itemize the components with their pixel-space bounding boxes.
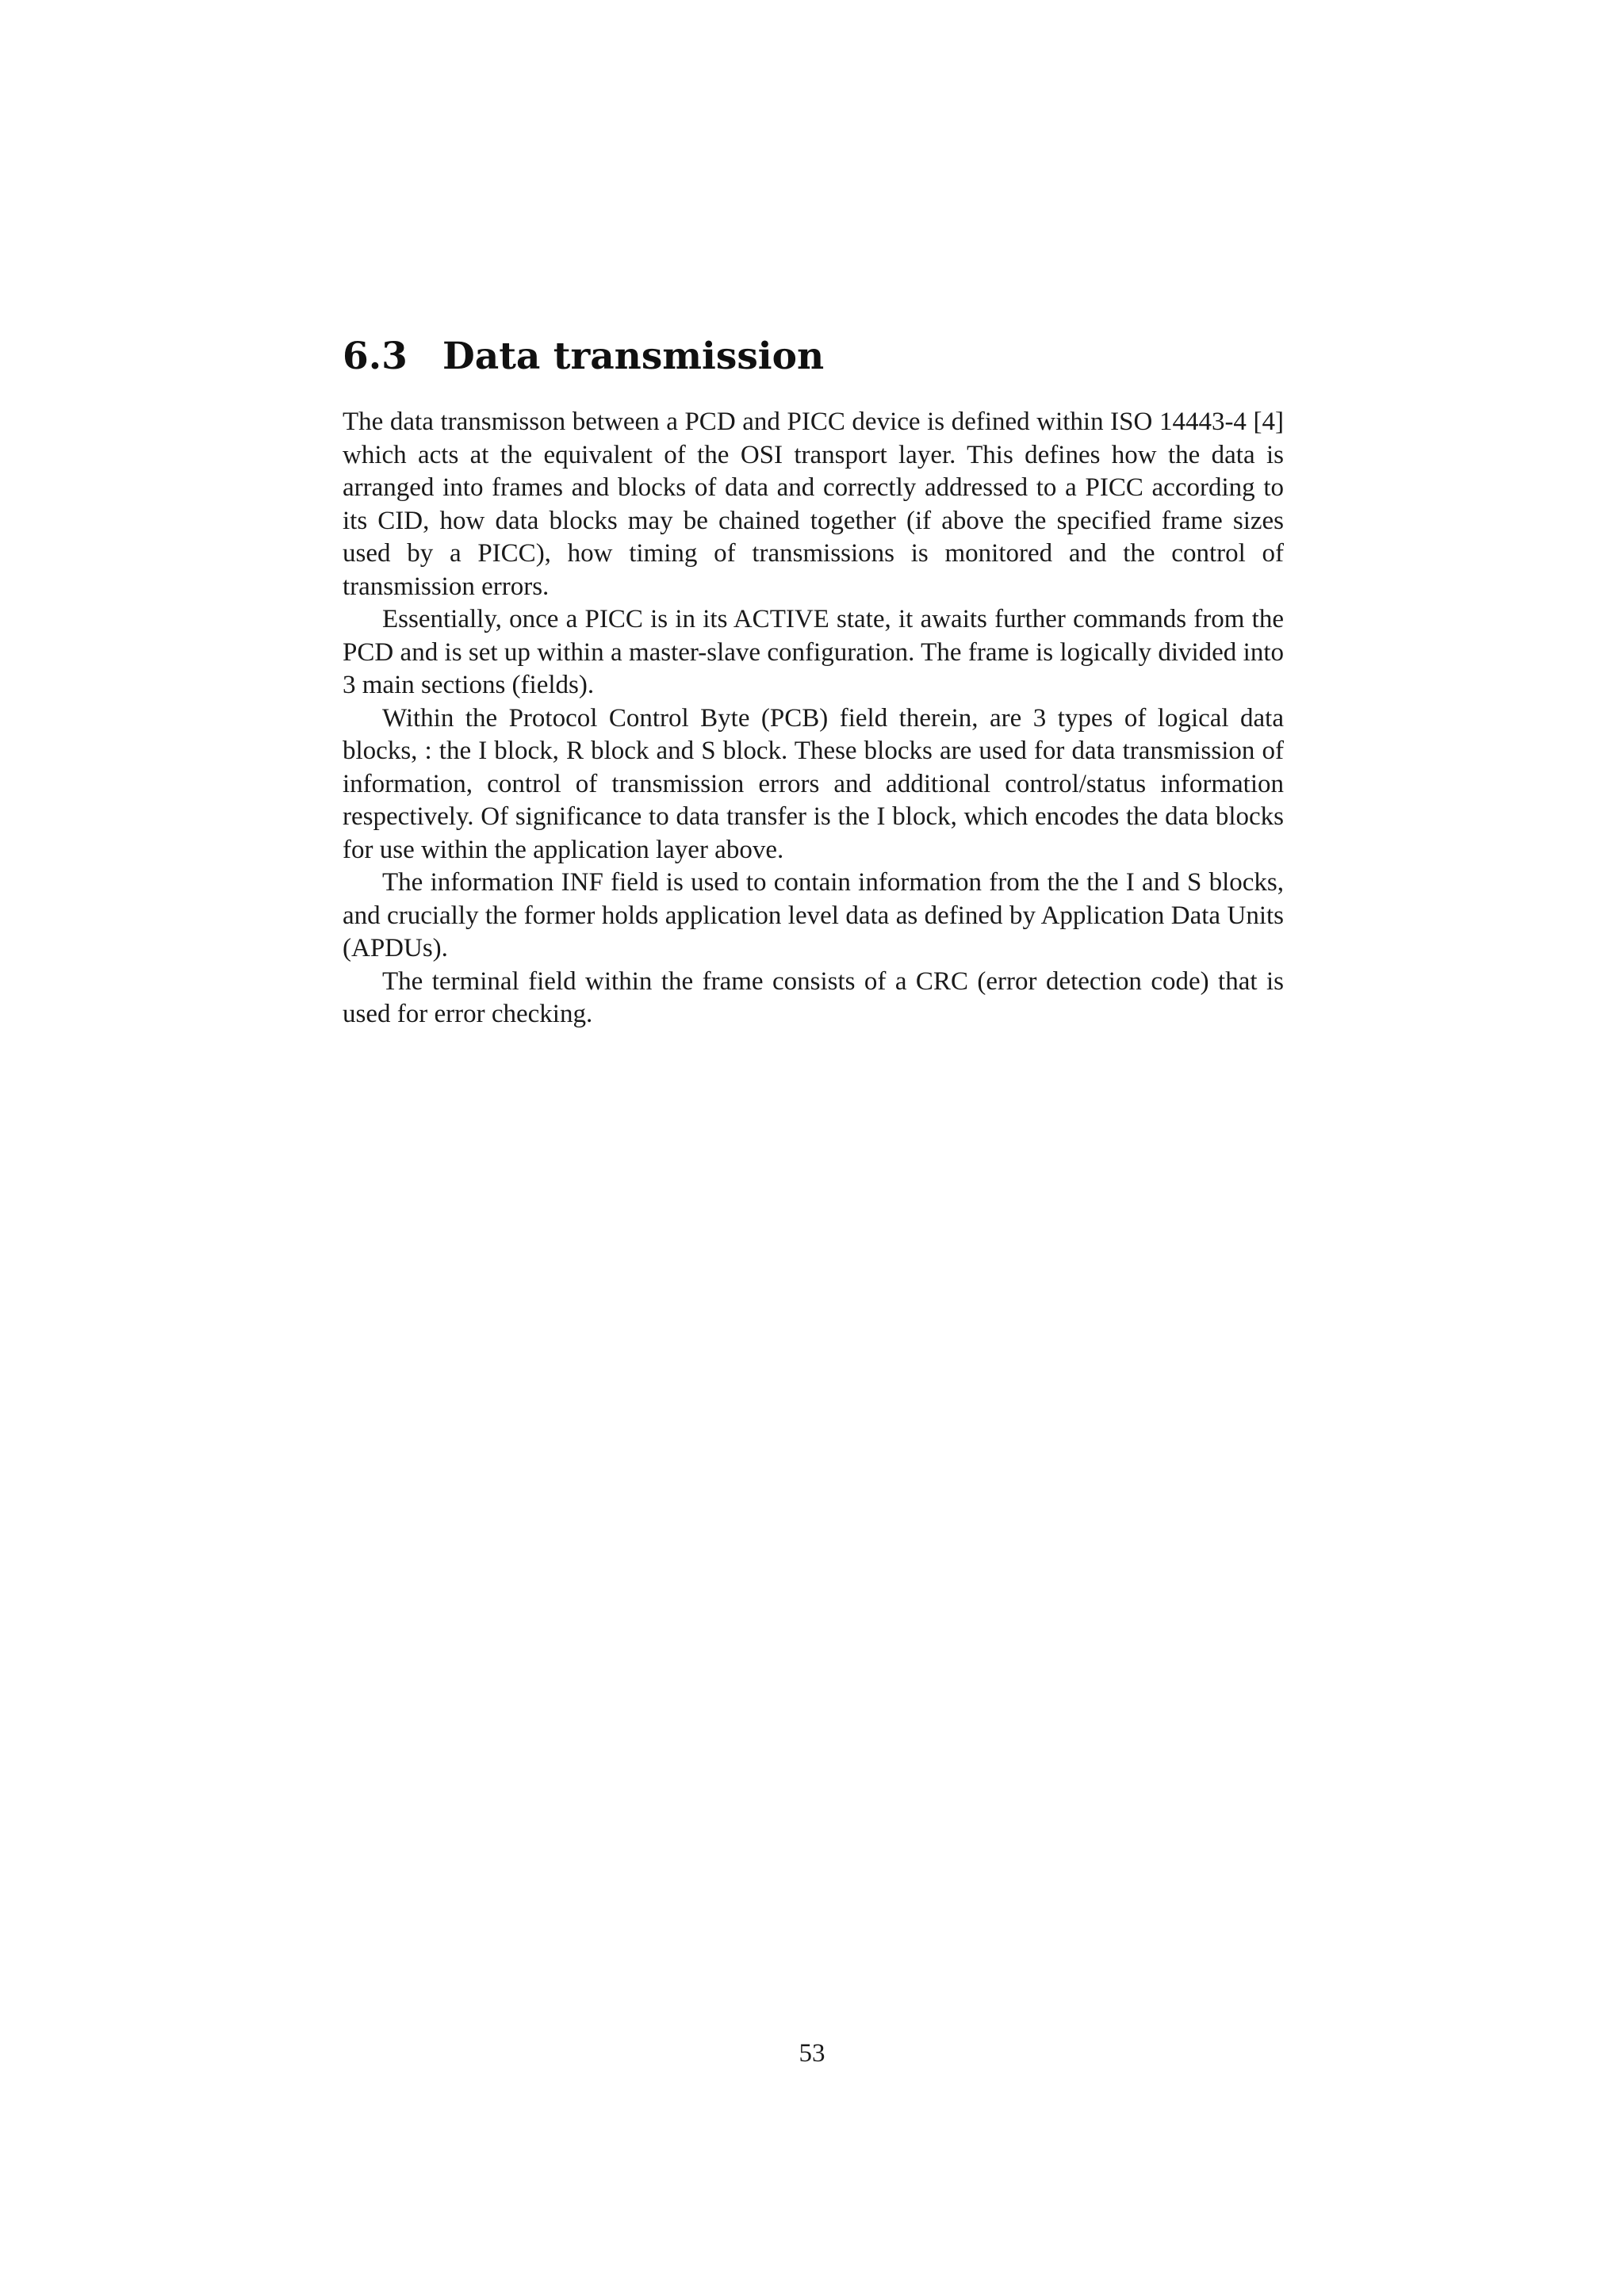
paragraph-intro: The data transmisson between a PCD and PICC device is defined within ISO 14443-4 [4] which acts at the equivalent of the OSI transport layer. This defines how the data is arranged into frames and blocks of data and correctly addressed to a PICC according to its CID, how data blocks may be chained together (if above the specified frame sizes used by a PICC), how timing of transmissions is monitored and the control of transmission errors.	[343, 408, 1284, 601]
paragraph-inf-field: The information INF field is used to contain information from the the I and S blocks, and crucially the former holds application level data as defined by Application Data Units (APDUs).	[343, 868, 1284, 962]
paragraph-active-state: Essentially, once a PICC is in its ACTIVE state, it awaits further commands from the PCD and is set up within a master-slave configuration. The frame is logically divided into 3 main sections (fields).	[343, 605, 1284, 699]
paragraph-pcb-field: Within the Protocol Control Byte (PCB) field therein, are 3 types of logical data blocks, : the I block, R block and S block. These blocks are used for data transmission of information, control of transmission errors and additional control/status information respectively. Of significance to data transfer is the I block, which encodes the data blocks for use within the application layer above.	[343, 703, 1284, 864]
section-number: 6.3	[343, 335, 408, 378]
paragraph-terminal-field: The terminal field within the frame consists of a CRC (error detection code) that is used for error checking.	[343, 966, 1284, 1028]
page-number: 53	[799, 2039, 825, 2068]
section-heading	[343, 333, 1294, 381]
section-title: Data transmission	[442, 335, 825, 378]
section-body	[343, 406, 1284, 1031]
